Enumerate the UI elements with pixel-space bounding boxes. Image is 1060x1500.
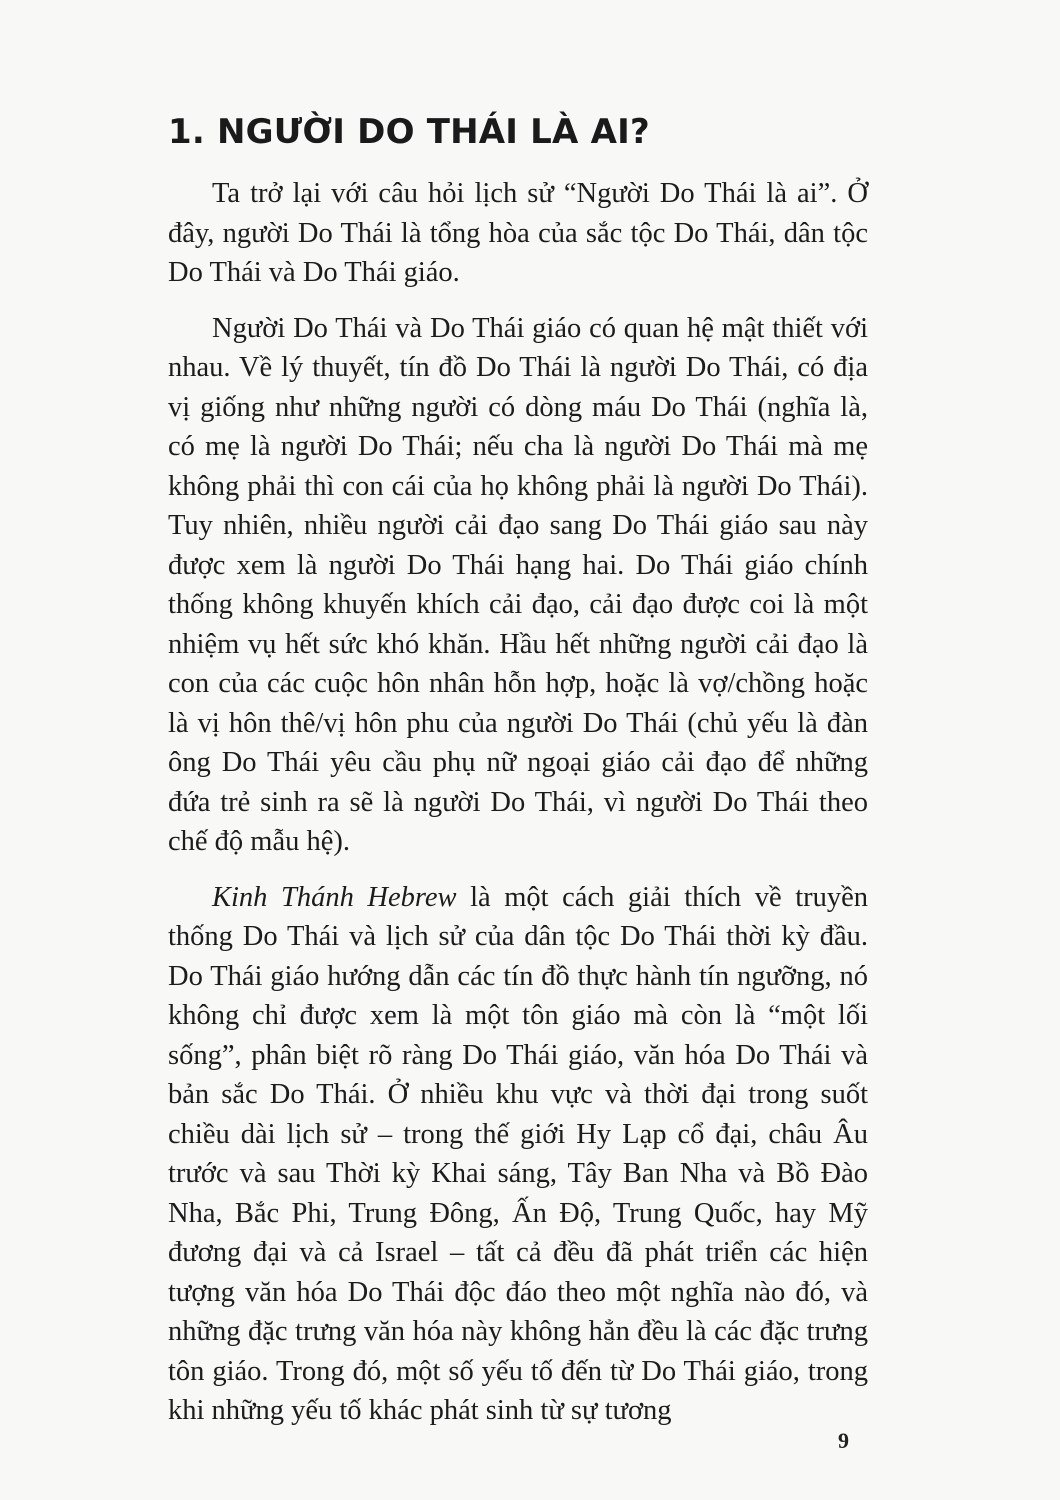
- paragraph-2: [168, 309, 868, 862]
- paragraph-1: [168, 174, 868, 293]
- page-number: 9: [838, 1428, 849, 1453]
- book-title-italic: Kinh Thánh Hebrew: [212, 881, 457, 913]
- paragraph-3-text: là một cách giải thích về truyền thống Do Thái và lịch sử của dân tộc Do Thái thời kỳ đầu. Do Thái giáo hướng dẫn các tín đồ thực hành tín ngưỡng, nó không chỉ được xem là một tôn giáo mà còn là “một lối sống”, phân biệt rõ ràng Do Thái giáo, văn hóa Do Thái và bản sắc Do Thái. Ở nhiều khu vực và thời đại trong suốt chiều dài lịch sử – trong thế giới Hy Lạp cổ đại, châu Âu trước và sau Thời kỳ Khai sáng, Tây Ban Nha và Bồ Đào Nha, Bắc Phi, Trung Đông, Ấn Độ, Trung Quốc, hay Mỹ đương đại và cả Israel – tất cả đều đã phát triển các hiện tượng văn hóa Do Thái độc đáo theo một nghĩa nào đó, và những đặc trưng văn hóa này không hẳn đều là các đặc trưng tôn giáo. Trong đó, một số yếu tố đến từ Do Thái giáo, trong khi những yếu tố khác phát sinh từ sự tương: [168, 881, 869, 1426]
- page-content: [168, 112, 868, 1447]
- paragraph-2-text: Người Do Thái và Do Thái giáo có quan hệ mật thiết với nhau. Về lý thuyết, tín đồ Do Thái là người Do Thái, có địa vị giống như những người có dòng máu Do Thái (nghĩa là, có mẹ là người Do Thái; nếu cha là người Do Thái mà mẹ không phải thì con cái của họ không phải là người Do Thái). Tuy nhiên, nhiều người cải đạo sang Do Thái giáo sau này được xem là người Do Thái hạng hai. Do Thái giáo chính thống không khuyến khích cải đạo, cải đạo được coi là một nhiệm vụ hết sức khó khăn. Hầu hết những người cải đạo là con của các cuộc hôn nhân hỗn hợp, hoặc là vợ/chồng hoặc là vị hôn thê/vị hôn phu của người Do Thái (chủ yếu là đàn ông Do Thái yêu cầu phụ nữ ngoại giáo cải đạo để những đứa trẻ sinh ra sẽ là người Do Thái, vì người Do Thái theo chế độ mẫu hệ).: [168, 312, 868, 857]
- paragraph-3: [168, 878, 868, 1431]
- paragraph-1-text: Ta trở lại với câu hỏi lịch sử “Người Do Thái là ai”. Ở đây, người Do Thái là tổng hòa của sắc tộc Do Thái, dân tộc Do Thái và Do Thái giáo.: [168, 178, 868, 288]
- section-heading: 1. NGƯỜI DO THÁI LÀ AI?: [168, 112, 650, 152]
